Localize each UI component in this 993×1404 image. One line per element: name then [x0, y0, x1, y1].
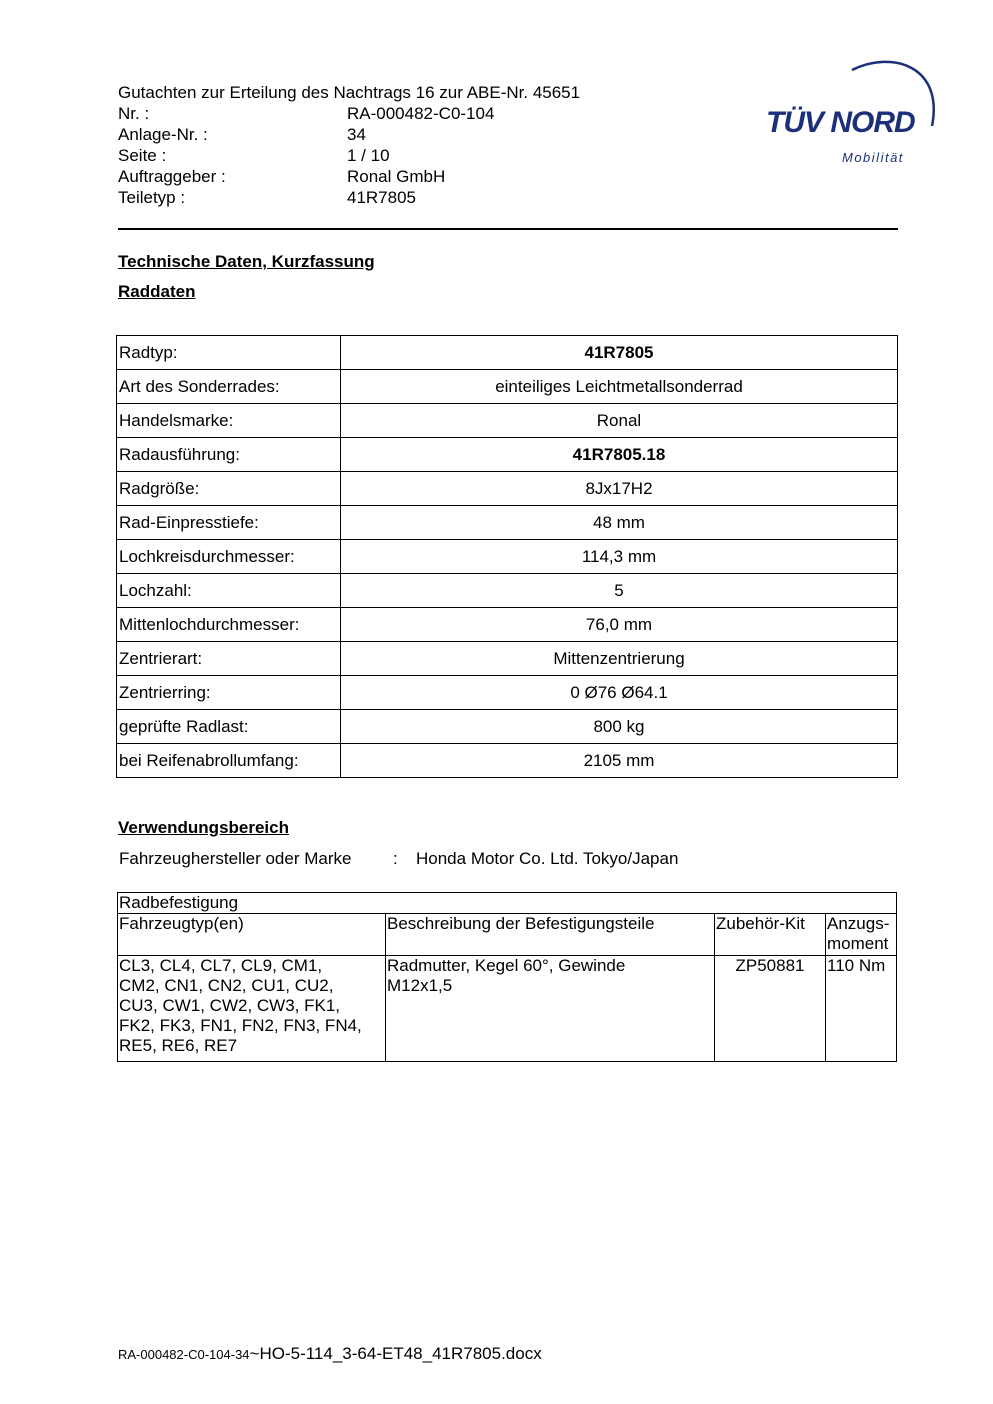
table-row	[117, 472, 898, 506]
radbefestigung-title: Radbefestigung	[118, 893, 897, 914]
hersteller-separator: :	[393, 849, 398, 868]
raddaten-label: Zentrierart:	[117, 642, 341, 676]
tuev-nord-logo	[762, 56, 942, 171]
header-field-label: Anlage-Nr. :	[118, 125, 208, 144]
col-header-fahrzeugtyp: Fahrzeugtyp(en)	[118, 914, 386, 956]
table-row	[117, 438, 898, 472]
raddaten-label: Handelsmarke:	[117, 404, 341, 438]
table-row	[117, 404, 898, 438]
raddaten-value: 114,3 mm	[341, 540, 898, 574]
raddaten-label: bei Reifenabrollumfang:	[117, 744, 341, 778]
table-row	[117, 506, 898, 540]
header-field-value: 34	[347, 125, 366, 144]
table-row	[117, 574, 898, 608]
raddaten-value: Ronal	[341, 404, 898, 438]
header-field-label: Auftraggeber :	[118, 167, 226, 186]
document-title: Gutachten zur Erteilung des Nachtrags 16 zur ABE-Nr. 45651	[118, 83, 581, 102]
raddaten-label: Mittenlochdurchmesser:	[117, 608, 341, 642]
section-title-verwendungsbereich: Verwendungsbereich	[118, 818, 289, 837]
header-field-label: Teiletyp :	[118, 188, 186, 207]
raddaten-value: 800 kg	[341, 710, 898, 744]
table-row	[117, 710, 898, 744]
col-header-zubehoer-kit: Zubehör-Kit	[715, 914, 826, 956]
raddaten-table	[116, 335, 898, 778]
cell-anzugsmoment: 110 Nm	[826, 956, 897, 1062]
raddaten-value: 5	[341, 574, 898, 608]
header-divider	[118, 228, 898, 230]
raddaten-label: Art des Sonderrades:	[117, 370, 341, 404]
footer-suffix: ~HO-5-114_3-64-ET48_41R7805.docx	[249, 1344, 542, 1363]
header-field-value: RA-000482-C0-104	[347, 104, 495, 123]
raddaten-label: Zentrierring:	[117, 676, 341, 710]
cell-zubehoer-kit: ZP50881	[715, 956, 826, 1062]
table-row	[117, 642, 898, 676]
raddaten-label: Radausführung:	[117, 438, 341, 472]
section-title-raddaten: Raddaten	[118, 282, 196, 301]
logo-brand: TÜV NORD	[766, 106, 915, 139]
header-field-label: Seite :	[118, 146, 167, 165]
footer-prefix: RA-000482-C0-104-34	[118, 1347, 250, 1362]
raddaten-label: geprüfte Radlast:	[117, 710, 341, 744]
raddaten-value: 76,0 mm	[341, 608, 898, 642]
col-header-anzugsmoment: Anzugs- moment	[826, 914, 897, 956]
logo-subtitle: Mobilität	[842, 150, 904, 165]
raddaten-label: Radgröße:	[117, 472, 341, 506]
hersteller-value: Honda Motor Co. Ltd. Tokyo/Japan	[416, 849, 679, 868]
header-field-label: Nr. :	[118, 104, 150, 123]
table-row	[117, 336, 898, 370]
table-row	[117, 744, 898, 778]
hersteller-label: Fahrzeughersteller oder Marke	[119, 849, 352, 868]
footer-filename	[118, 1344, 542, 1364]
cell-beschreibung: Radmutter, Kegel 60°, Gewinde M12x1,5	[386, 956, 715, 1062]
table-row	[117, 676, 898, 710]
raddaten-value: einteiliges Leichtmetallsonderrad	[341, 370, 898, 404]
cell-fahrzeugtypen: CL3, CL4, CL7, CL9, CM1, CM2, CN1, CN2, CU1, CU2, CU3, CW1, CW2, CW3, FK1, FK2, FK3, FN1, FN2, FN3, FN4, RE5, RE6, RE7	[118, 956, 386, 1062]
raddaten-value: 48 mm	[341, 506, 898, 540]
raddaten-label: Radtyp:	[117, 336, 341, 370]
section-title-technische-daten: Technische Daten, Kurzfassung	[118, 252, 375, 271]
header-field-value: Ronal GmbH	[347, 167, 446, 186]
raddaten-label: Lochkreisdurchmesser:	[117, 540, 341, 574]
header-field-value: 1 / 10	[347, 146, 390, 165]
raddaten-value: 2105 mm	[341, 744, 898, 778]
raddaten-value: 8Jx17H2	[341, 472, 898, 506]
table-row	[117, 540, 898, 574]
table-row	[117, 608, 898, 642]
raddaten-value: Mittenzentrierung	[341, 642, 898, 676]
raddaten-value: 0 Ø76 Ø64.1	[341, 676, 898, 710]
table-row	[118, 956, 897, 1062]
raddaten-value: 41R7805	[341, 336, 898, 370]
table-row	[117, 370, 898, 404]
raddaten-label: Lochzahl:	[117, 574, 341, 608]
raddaten-label: Rad-Einpresstiefe:	[117, 506, 341, 540]
radbefestigung-table	[117, 892, 897, 1062]
col-header-beschreibung: Beschreibung der Befestigungsteile	[386, 914, 715, 956]
header-field-value: 41R7805	[347, 188, 417, 207]
raddaten-value: 41R7805.18	[341, 438, 898, 472]
